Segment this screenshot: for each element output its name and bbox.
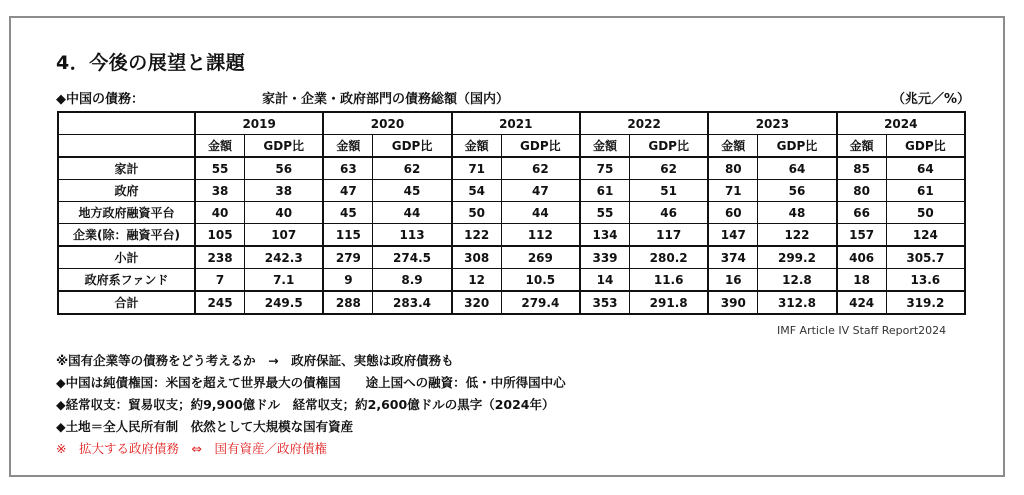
amount-cell: 9	[323, 269, 373, 292]
amount-cell: 71	[708, 180, 758, 202]
gdp-ratio-cell: 312.8	[758, 291, 837, 314]
amount-header: 金額	[195, 135, 245, 158]
metric-header-row	[58, 135, 965, 158]
gdp-ratio-cell: 249.5	[245, 291, 324, 314]
gdp-ratio-header: GDP比	[245, 135, 324, 158]
amount-cell: 85	[837, 157, 887, 180]
amount-cell: 157	[837, 224, 887, 247]
row-label: 企業(除：融資平台)	[58, 224, 195, 247]
year-header: 2022	[580, 112, 708, 135]
amount-cell: 390	[708, 291, 758, 314]
amount-cell: 14	[580, 269, 630, 292]
year-header: 2023	[708, 112, 836, 135]
gdp-ratio-cell: 122	[758, 224, 837, 247]
table-caption: 家計・企業・政府部門の債務総額（国内）	[262, 92, 510, 107]
gdp-ratio-cell: 64	[758, 157, 837, 180]
amount-header: 金額	[708, 135, 758, 158]
gdp-ratio-header: GDP比	[630, 135, 709, 158]
amount-cell: 45	[323, 202, 373, 224]
amount-cell: 147	[708, 224, 758, 247]
year-header: 2020	[323, 112, 451, 135]
gdp-ratio-cell: 10.5	[501, 269, 580, 292]
table-row	[58, 224, 965, 247]
amount-cell: 115	[323, 224, 373, 247]
gdp-ratio-cell: 62	[501, 157, 580, 180]
table-row	[58, 269, 965, 292]
amount-cell: 320	[452, 291, 502, 314]
gdp-ratio-cell: 56	[245, 157, 324, 180]
gdp-ratio-cell: 279.4	[501, 291, 580, 314]
row-label: 家計	[58, 157, 195, 180]
year-header: 2024	[837, 112, 965, 135]
gdp-ratio-cell: 319.2	[886, 291, 965, 314]
amount-cell: 63	[323, 157, 373, 180]
table-row	[58, 180, 965, 202]
gdp-ratio-cell: 64	[886, 157, 965, 180]
section-label: ◆中国の債務：	[56, 92, 144, 107]
amount-cell: 238	[195, 246, 245, 269]
gdp-ratio-cell: 124	[886, 224, 965, 247]
slide-title: 4．今後の展望と課題	[56, 52, 246, 74]
gdp-ratio-cell: 48	[758, 202, 837, 224]
amount-cell: 66	[837, 202, 887, 224]
note-item: ※国有企業等の債務をどう考えるか → 政府保証、実態は政府債務も	[56, 353, 454, 368]
note-item: ◆経常収支：貿易収支；約9,900億ドル 経常収支；約2,600億ドルの黒字（2024年）	[56, 397, 555, 412]
gdp-ratio-header: GDP比	[758, 135, 837, 158]
year-header: 2021	[452, 112, 580, 135]
gdp-ratio-cell: 44	[373, 202, 452, 224]
row-label: 政府系ファンド	[58, 269, 195, 292]
gdp-ratio-cell: 45	[373, 180, 452, 202]
gdp-ratio-cell: 38	[245, 180, 324, 202]
table-row	[58, 246, 965, 269]
gdp-ratio-cell: 61	[886, 180, 965, 202]
amount-cell: 122	[452, 224, 502, 247]
amount-cell: 424	[837, 291, 887, 314]
gdp-ratio-cell: 117	[630, 224, 709, 247]
row-label: 政府	[58, 180, 195, 202]
gdp-ratio-cell: 291.8	[630, 291, 709, 314]
amount-cell: 60	[708, 202, 758, 224]
gdp-ratio-cell: 46	[630, 202, 709, 224]
amount-cell: 47	[323, 180, 373, 202]
gdp-ratio-cell: 299.2	[758, 246, 837, 269]
amount-cell: 374	[708, 246, 758, 269]
amount-cell: 353	[580, 291, 630, 314]
gdp-ratio-cell: 242.3	[245, 246, 324, 269]
gdp-ratio-cell: 274.5	[373, 246, 452, 269]
amount-cell: 406	[837, 246, 887, 269]
amount-cell: 75	[580, 157, 630, 180]
gdp-ratio-cell: 13.6	[886, 269, 965, 292]
corner-cell	[58, 135, 195, 158]
amount-cell: 40	[195, 202, 245, 224]
gdp-ratio-cell: 12.8	[758, 269, 837, 292]
gdp-ratio-cell: 113	[373, 224, 452, 247]
amount-cell: 50	[452, 202, 502, 224]
amount-cell: 308	[452, 246, 502, 269]
source-citation: IMF Article IV Staff Report2024	[777, 324, 947, 337]
gdp-ratio-cell: 50	[886, 202, 965, 224]
amount-cell: 105	[195, 224, 245, 247]
gdp-ratio-cell: 8.9	[373, 269, 452, 292]
notes-list	[56, 350, 566, 460]
gdp-ratio-cell: 44	[501, 202, 580, 224]
amount-cell: 134	[580, 224, 630, 247]
amount-header: 金額	[452, 135, 502, 158]
debt-table	[57, 111, 966, 315]
gdp-ratio-cell: 112	[501, 224, 580, 247]
amount-cell: 245	[195, 291, 245, 314]
gdp-ratio-header: GDP比	[886, 135, 965, 158]
amount-cell: 18	[837, 269, 887, 292]
amount-cell: 80	[837, 180, 887, 202]
gdp-ratio-cell: 7.1	[245, 269, 324, 292]
amount-cell: 80	[708, 157, 758, 180]
gdp-ratio-header: GDP比	[373, 135, 452, 158]
gdp-ratio-cell: 269	[501, 246, 580, 269]
gdp-ratio-cell: 51	[630, 180, 709, 202]
amount-cell: 7	[195, 269, 245, 292]
amount-cell: 55	[195, 157, 245, 180]
amount-cell: 16	[708, 269, 758, 292]
gdp-ratio-cell: 107	[245, 224, 324, 247]
amount-header: 金額	[323, 135, 373, 158]
row-label: 地方政府融資平台	[58, 202, 195, 224]
table-row	[58, 157, 965, 180]
unit-label: （兆元／%）	[892, 92, 971, 107]
note-item: ◆土地＝全人民所有制 依然として大規模な国有資産	[56, 419, 354, 434]
amount-cell: 54	[452, 180, 502, 202]
table-row	[58, 202, 965, 224]
amount-cell: 12	[452, 269, 502, 292]
table-row	[58, 291, 965, 314]
amount-cell: 288	[323, 291, 373, 314]
year-header-row	[58, 112, 965, 135]
amount-cell: 279	[323, 246, 373, 269]
row-label: 合計	[58, 291, 195, 314]
gdp-ratio-cell: 283.4	[373, 291, 452, 314]
amount-header: 金額	[837, 135, 887, 158]
gdp-ratio-cell: 40	[245, 202, 324, 224]
gdp-ratio-cell: 305.7	[886, 246, 965, 269]
gdp-ratio-cell: 62	[373, 157, 452, 180]
amount-cell: 339	[580, 246, 630, 269]
gdp-ratio-cell: 47	[501, 180, 580, 202]
year-header: 2019	[195, 112, 323, 135]
gdp-ratio-cell: 56	[758, 180, 837, 202]
gdp-ratio-cell: 11.6	[630, 269, 709, 292]
gdp-ratio-cell: 280.2	[630, 246, 709, 269]
gdp-ratio-header: GDP比	[501, 135, 580, 158]
corner-cell	[58, 112, 195, 135]
amount-header: 金額	[580, 135, 630, 158]
amount-cell: 38	[195, 180, 245, 202]
amount-cell: 61	[580, 180, 630, 202]
note-item: ◆中国は純債権国：米国を超えて世界最大の債権国 途上国への融資：低・中所得国中心	[56, 375, 566, 390]
amount-cell: 71	[452, 157, 502, 180]
note-item-highlight: ※ 拡大する政府債務 ⇔ 国有資産／政府債権	[56, 441, 327, 456]
gdp-ratio-cell: 62	[630, 157, 709, 180]
row-label: 小計	[58, 246, 195, 269]
amount-cell: 55	[580, 202, 630, 224]
